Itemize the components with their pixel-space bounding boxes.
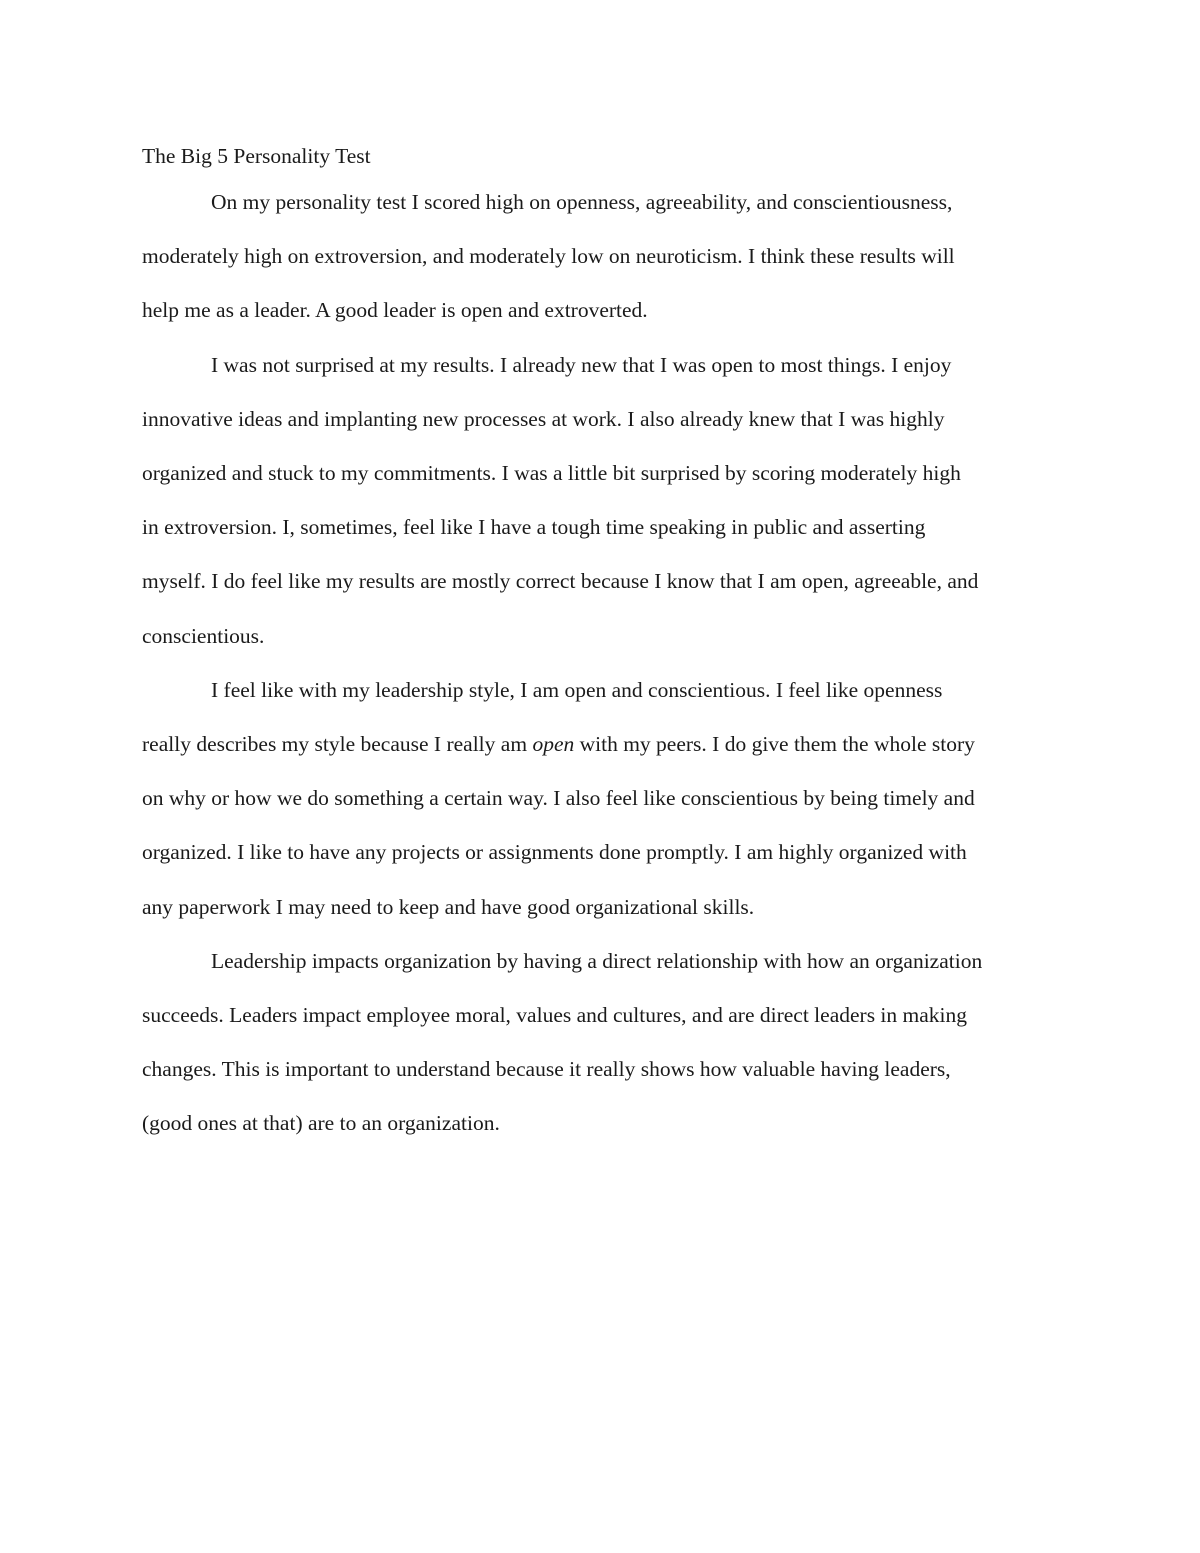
paragraph-line: moderately high on extroversion, and moderately low on neuroticism. I think these results will: [142, 244, 955, 269]
paragraph-line: any paperwork I may need to keep and have good organizational skills.: [142, 894, 755, 919]
paragraph-line: succeeds. Leaders impact employee moral, values and cultures, and are direct leaders in making: [142, 1003, 968, 1028]
paragraph-line: myself. I do feel like my results are mostly correct because I know that I am open, agreeable, and: [142, 569, 979, 594]
paragraph-line: I was not surprised at my results. I already new that I was open to most things. I enjoy: [211, 352, 952, 377]
paragraph-line: organized and stuck to my commitments. I was a little bit surprised by scoring moderately high: [142, 461, 961, 486]
paragraph-line: help me as a leader. A good leader is open and extroverted.: [142, 298, 648, 323]
paragraph-1: [142, 175, 1062, 338]
document-title: The Big 5 Personality Test: [142, 144, 371, 168]
document-body: [142, 138, 1062, 1151]
paragraph-line: really describes my style because I really am open with my peers. I do give them the whole story: [142, 732, 975, 757]
paragraph-line: in extroversion. I, sometimes, feel like I have a tough time speaking in public and asserting: [142, 515, 926, 540]
paragraph-line: on why or how we do something a certain way. I also feel like conscientious by being timely and: [142, 786, 975, 811]
paragraph-line: (good ones at that) are to an organization.: [142, 1111, 500, 1136]
paragraph-line: I feel like with my leadership style, I am open and conscientious. I feel like openness: [211, 677, 943, 702]
paragraph-line: On my personality test I scored high on openness, agreeability, and conscientiousness,: [211, 190, 953, 214]
paragraph-line: changes. This is important to understand because it really shows how valuable having leaders,: [142, 1057, 951, 1082]
paragraph-3: [142, 663, 1062, 934]
paragraph-2: [142, 338, 1062, 663]
paragraph-line: innovative ideas and implanting new processes at work. I also already knew that I was highly: [142, 406, 945, 431]
emphasis-text: open: [532, 732, 575, 757]
paragraph-4: [142, 934, 1062, 1151]
paragraph-line: organized. I like to have any projects or assignments done promptly. I am highly organized with: [142, 840, 967, 865]
paragraph-line: Leadership impacts organization by having a direct relationship with how an organization: [211, 948, 983, 973]
paragraph-line: conscientious.: [142, 623, 265, 648]
